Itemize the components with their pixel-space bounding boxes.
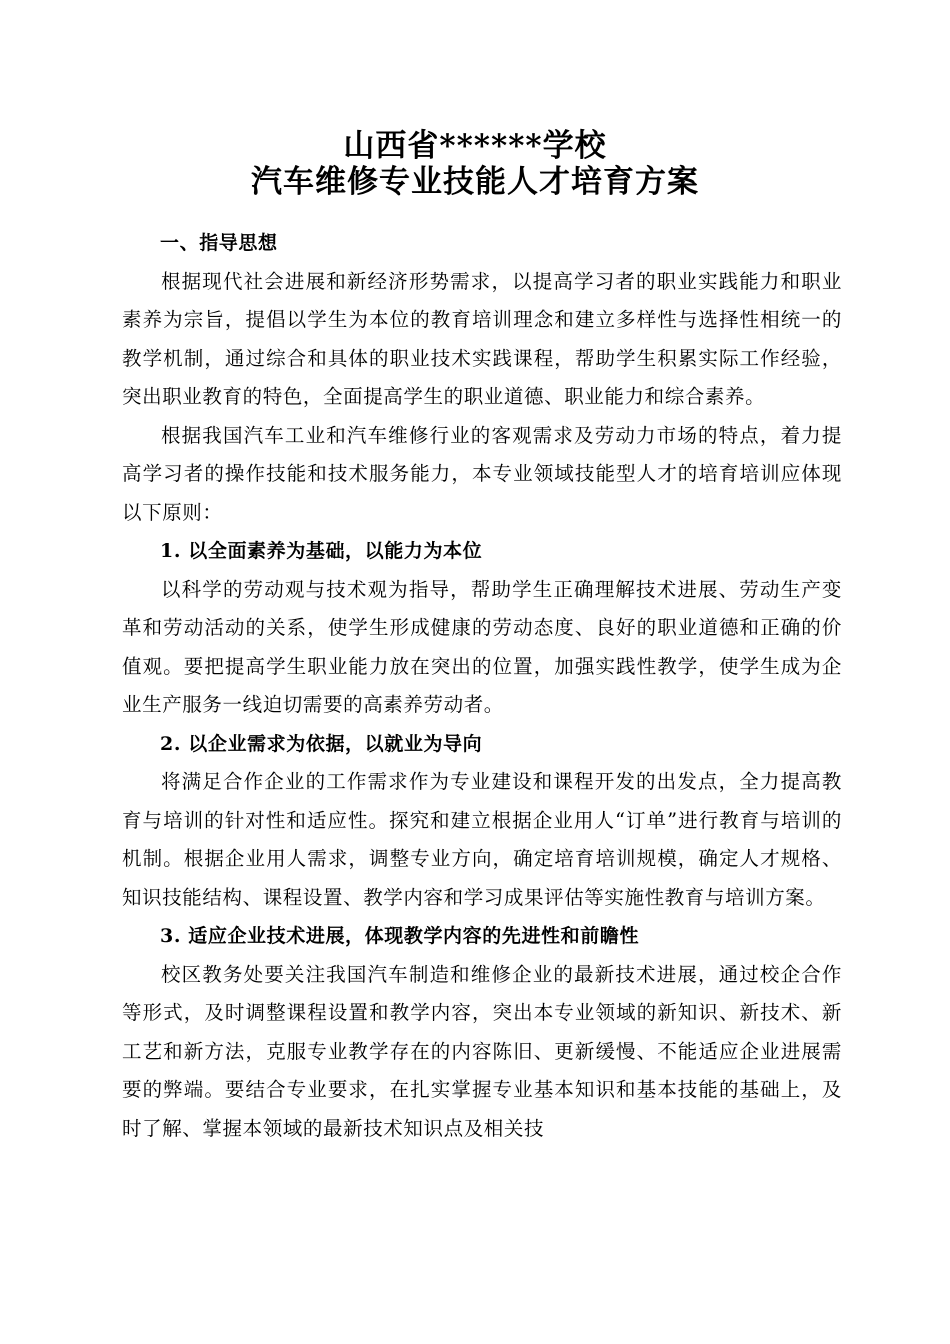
document-title-line1: 山西省******学校 <box>343 128 607 164</box>
paragraph: 以科学的劳动观与技术观为指导，帮助学生正确理解技术进展、劳动生产变革和劳动活动的关系，使学生形成健康的劳动态度、良好的职业道德和正确的价值观。要把提高学生职业能力放在突出的位置，加强实践性教学，使学生成为企业生产服务一线迫切需要的高素养劳动者。 <box>122 577 842 716</box>
paragraph: 根据现代社会进展和新经济形势需求，以提高学习者的职业实践能力和职业素养为宗旨，提倡以学生为本位的教育培训理念和建立多样性与选择性相统一的教学机制，通过综合和具体的职业技术实践课程，帮助学生积累实际工作经验，突出职业教育的特色，全面提高学生的职业道德、职业能力和综合素养。 <box>122 269 842 408</box>
principle-heading-2: 2. 以企业需求为依据，以就业为导向 <box>160 732 483 755</box>
document-body <box>122 224 842 1148</box>
section-heading-guiding-ideology: 一、指导思想 <box>160 232 278 254</box>
principle-heading-1: 1. 以全面素养为基础，以能力为本位 <box>160 540 483 562</box>
paragraph: 校区教务处要关注我国汽车制造和维修企业的最新技术进展，通过校企合作等形式，及时调整课程设置和教学内容，突出本专业领域的新知识、新技术、新工艺和新方法，克服专业教学存在的内容陈旧、更新缓慢、不能适应企业进展需要的弊端。要结合专业要求，在扎实掌握专业基本知识和基本技能的基础上，及时了解、掌握本领域的最新技术知识点及相关技 <box>122 962 842 1140</box>
principle-heading-3: 3. 适应企业技术进展，体现教学内容的先进性和前瞻性 <box>160 925 640 947</box>
paragraph: 根据我国汽车工业和汽车维修行业的客观需求及劳动力市场的特点，着力提高学习者的操作技能和技术服务能力，本专业领域技能型人才的培育培训应体现以下原则： <box>122 423 842 524</box>
document-title-line2: 汽车维修专业技能人才培育方案 <box>251 164 699 200</box>
paragraph: 将满足合作企业的工作需求作为专业建设和课程开发的出发点，全力提高教育与培训的针对性和适应性。探究和建立根据企业用人“订单”进行教育与培训的机制。根据企业用人需求，调整专业方向，确定培育培训规模，确定人才规格、知识技能结构、课程设置、教学内容和学习成果评估等实施性教育与培训方案。 <box>122 770 842 909</box>
